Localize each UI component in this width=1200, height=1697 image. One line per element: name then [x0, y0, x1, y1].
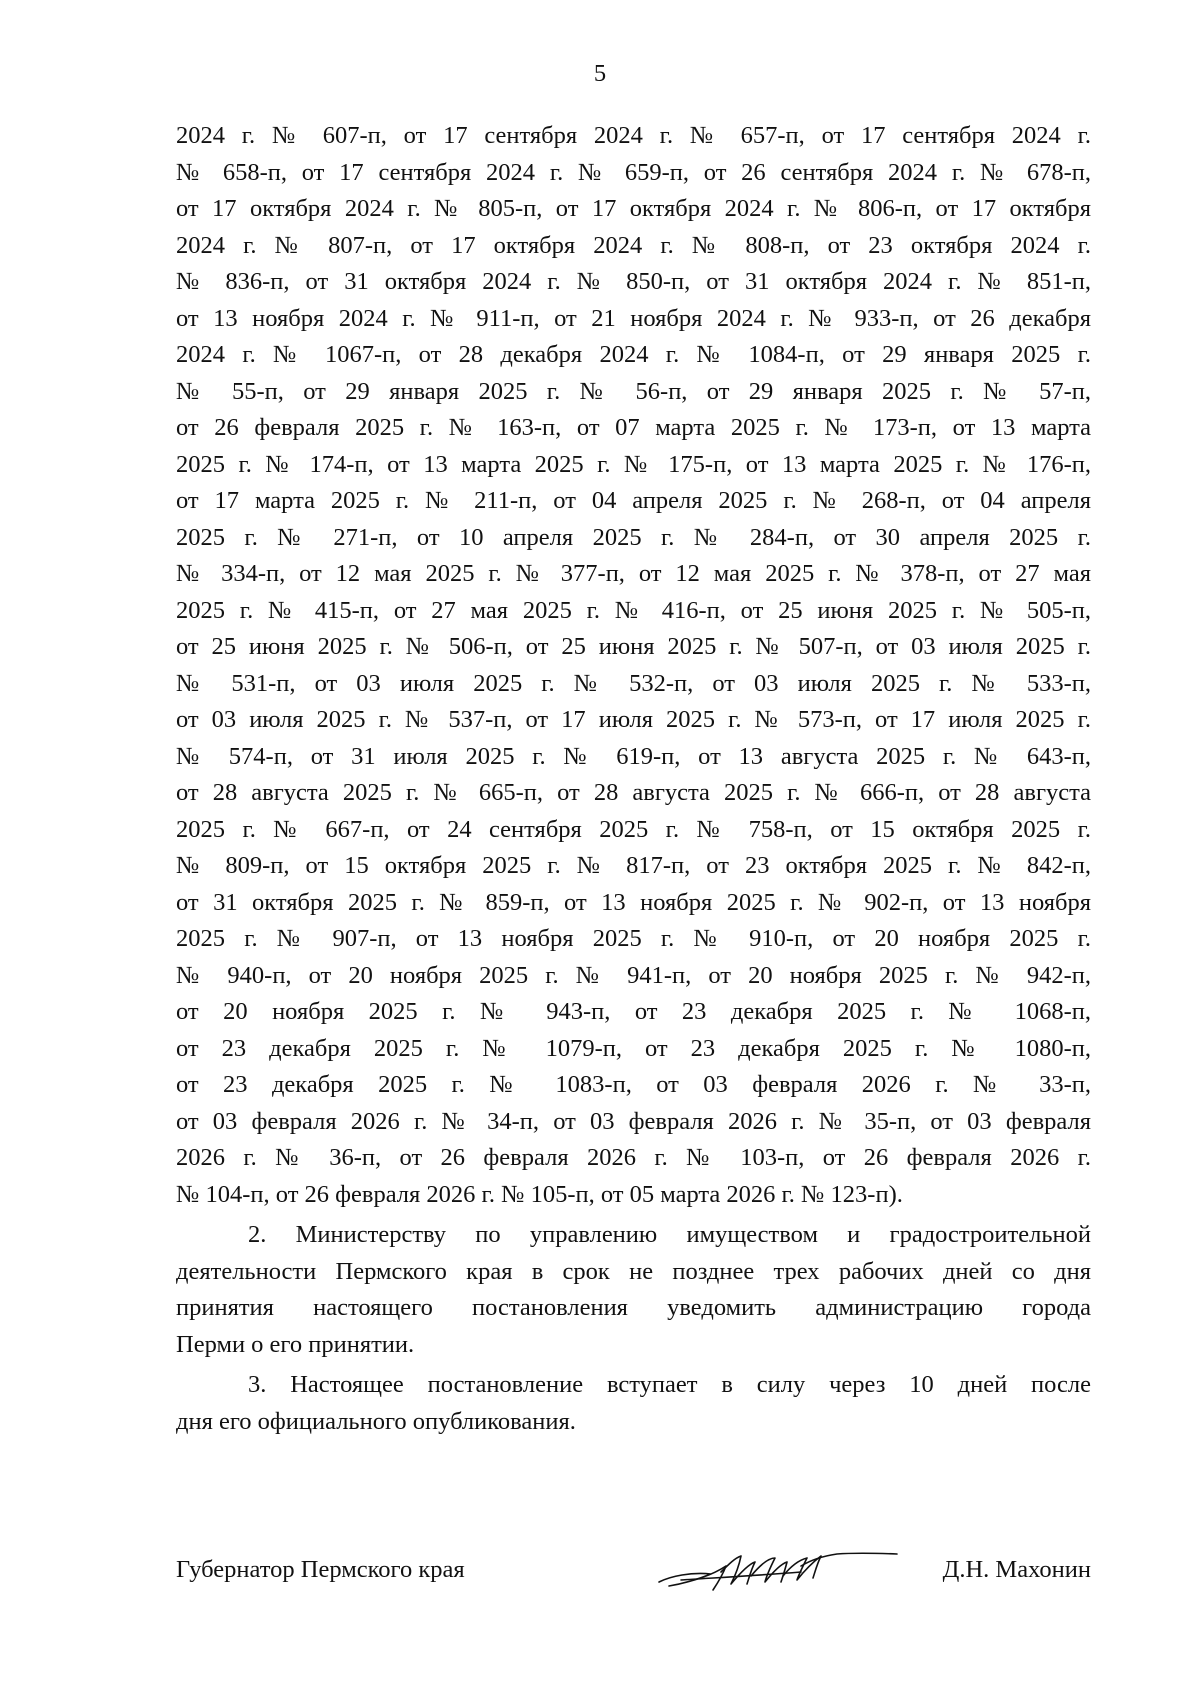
- text-line: от 26 февраля 2025 г. № 163-п, от 07 марта 2025 г. № 173-п, от 13 марта: [176, 414, 1091, 441]
- text-line: № 55-п, от 29 января 2025 г. № 56-п, от 29 января 2025 г. № 57-п,: [176, 377, 1091, 405]
- paragraph-amendment-list: [176, 118, 1091, 1213]
- text-line: деятельности Пермского края в срок не позднее трех рабочих дней со дня: [176, 1257, 1091, 1285]
- text-line: от 03 июля 2025 г. № 537-п, от 17 июля 2025 г. № 573-п, от 17 июля 2025 г.: [176, 706, 1091, 733]
- paragraph-3-effective-date: [176, 1367, 1091, 1440]
- text-line: № 104-п, от 26 февраля 2026 г. № 105-п, от 05 марта 2026 г. № 123-п).: [176, 1180, 903, 1208]
- text-line: от 17 марта 2025 г. № 211-п, от 04 апреля 2025 г. № 268-п, от 04 апреля: [176, 487, 1091, 514]
- text-line: № 658-п, от 17 сентября 2024 г. № 659-п, от 26 сентября 2024 г. № 678-п,: [176, 158, 1091, 186]
- text-line: 2026 г. № 36-п, от 26 февраля 2026 г. № 103-п, от 26 февраля 2026 г.: [176, 1144, 1091, 1171]
- text-line: от 03 февраля 2026 г. № 34-п, от 03 февраля 2026 г. № 35-п, от 03 февраля: [176, 1107, 1091, 1135]
- text-line: принятия настоящего постановления уведомить администрацию города: [176, 1294, 1091, 1321]
- text-line: от 25 июня 2025 г. № 506-п, от 25 июня 2025 г. № 507-п, от 03 июля 2025 г.: [176, 633, 1091, 660]
- text-line: Перми о его принятии.: [176, 1330, 415, 1358]
- text-line: № 809-п, от 15 октября 2025 г. № 817-п, от 23 октября 2025 г. № 842-п,: [176, 852, 1091, 879]
- text-line: 2. Министерству по управлению имуществом и градостроительной: [248, 1221, 1091, 1248]
- text-line: от 23 декабря 2025 г. № 1083-п, от 03 февраля 2026 г. № 33-п,: [176, 1071, 1091, 1098]
- text-line: от 13 ноября 2024 г. № 911-п, от 21 ноября 2024 г. № 933-п, от 26 декабря: [176, 304, 1091, 332]
- text-line: 2025 г. № 415-п, от 27 мая 2025 г. № 416-п, от 25 июня 2025 г. № 505-п,: [176, 596, 1091, 624]
- text-line: № 574-п, от 31 июля 2025 г. № 619-п, от 13 августа 2025 г. № 643-п,: [176, 742, 1091, 770]
- signature-block: [176, 1550, 1091, 1590]
- document-body: [176, 118, 1091, 1440]
- text-line: от 20 ноября 2025 г. № 943-п, от 23 декабря 2025 г. № 1068-п,: [176, 998, 1091, 1025]
- handwritten-signature: [651, 1536, 901, 1596]
- text-line: 2024 г. № 607-п, от 17 сентября 2024 г. № 657-п, от 17 сентября 2024 г.: [176, 122, 1091, 149]
- text-line: от 23 декабря 2025 г. № 1079-п, от 23 декабря 2025 г. № 1080-п,: [176, 1034, 1091, 1062]
- text-line: № 334-п, от 12 мая 2025 г. № 377-п, от 12 мая 2025 г. № 378-п, от 27 мая: [176, 560, 1091, 587]
- text-line: от 28 августа 2025 г. № 665-п, от 28 августа 2025 г. № 666-п, от 28 августа: [176, 779, 1091, 806]
- text-line: от 17 октября 2024 г. № 805-п, от 17 октября 2024 г. № 806-п, от 17 октября: [176, 195, 1091, 222]
- text-line: 2024 г. № 807-п, от 17 октября 2024 г. № 808-п, от 23 октября 2024 г.: [176, 231, 1091, 259]
- text-line: 2025 г. № 667-п, от 24 сентября 2025 г. № 758-п, от 15 октября 2025 г.: [176, 815, 1091, 843]
- paragraph-2-notification: [176, 1217, 1091, 1363]
- text-line: № 531-п, от 03 июля 2025 г. № 532-п, от 03 июля 2025 г. № 533-п,: [176, 669, 1091, 697]
- text-line: от 31 октября 2025 г. № 859-п, от 13 ноября 2025 г. № 902-п, от 13 ноября: [176, 888, 1091, 916]
- page-number: 5: [593, 60, 607, 87]
- text-line: № 836-п, от 31 октября 2024 г. № 850-п, от 31 октября 2024 г. № 851-п,: [176, 268, 1091, 295]
- text-line: 2025 г. № 907-п, от 13 ноября 2025 г. № 910-п, от 20 ноября 2025 г.: [176, 925, 1091, 952]
- signer-position-title: Губернатор Пермского края: [176, 1556, 465, 1583]
- signer-name: Д.Н. Махонин: [942, 1556, 1091, 1583]
- text-line: 2025 г. № 174-п, от 13 марта 2025 г. № 175-п, от 13 марта 2025 г. № 176-п,: [176, 450, 1091, 478]
- text-line: 2024 г. № 1067-п, от 28 декабря 2024 г. № 1084-п, от 29 января 2025 г.: [176, 341, 1091, 368]
- text-line: 2025 г. № 271-п, от 10 апреля 2025 г. № 284-п, от 30 апреля 2025 г.: [176, 523, 1091, 551]
- text-line: 3. Настоящее постановление вступает в силу через 10 дней после: [248, 1371, 1091, 1398]
- text-line: дня его официального опубликования.: [176, 1407, 576, 1435]
- text-line: № 940-п, от 20 ноября 2025 г. № 941-п, от 20 ноября 2025 г. № 942-п,: [176, 961, 1091, 989]
